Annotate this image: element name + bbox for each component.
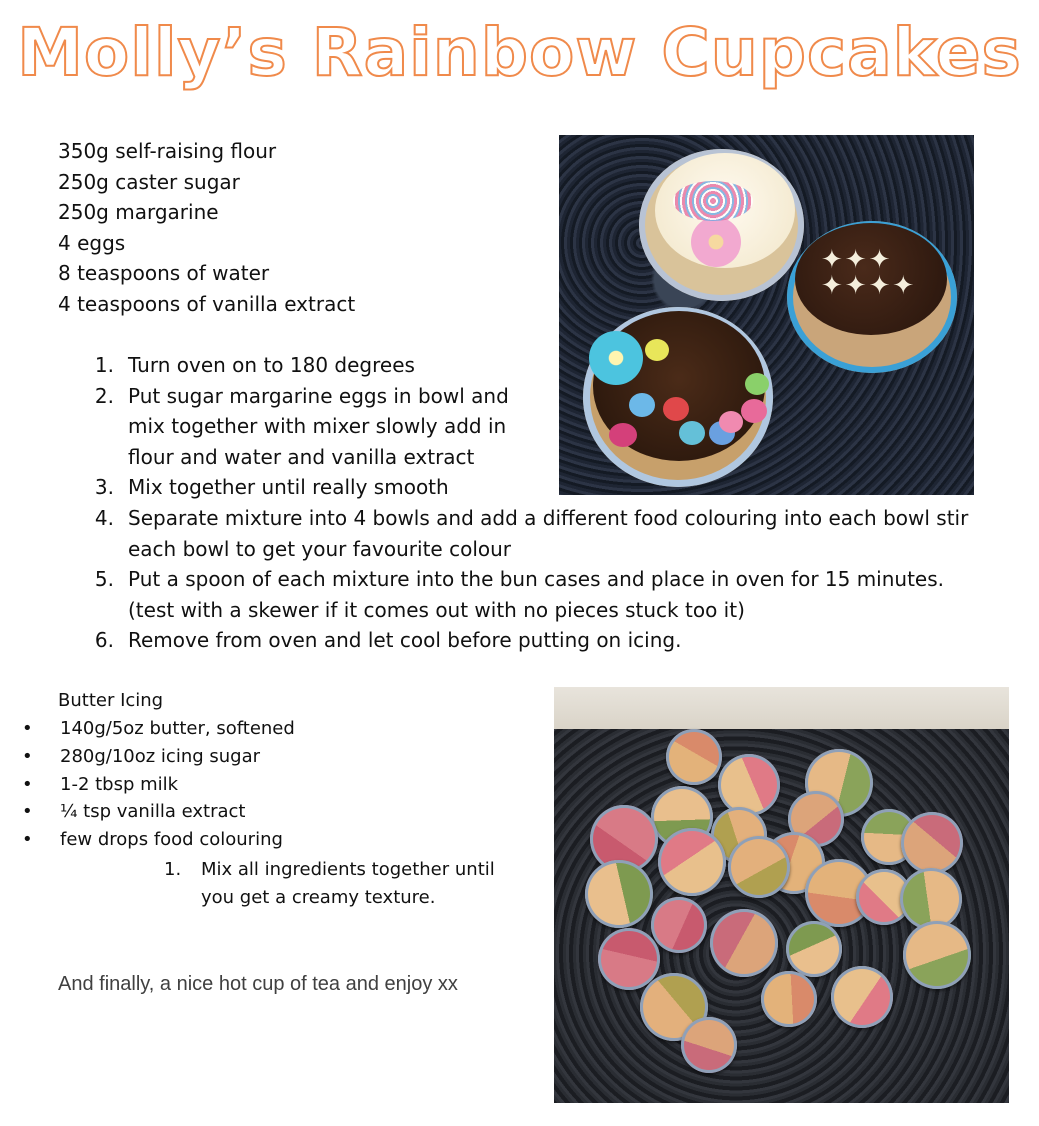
icing-ingredient-text: 280g/10oz icing sugar [60,745,261,767]
bullet-icon: • [22,718,33,739]
rainbow-cupcake [761,971,817,1027]
ingredient-item: 350g self-raising flour [58,139,277,163]
icing-ingredient [20,771,295,799]
method-step [58,564,978,625]
method-steps [58,350,978,656]
ingredient-item: 4 teaspoons of vanilla extract [58,291,356,316]
step-number: 2. [94,383,114,408]
step-text: Mix together until really smooth [128,475,449,500]
ingredient-item: 250g margarine [58,200,219,224]
step-text: Remove from oven and let cool before putting on icing. [128,628,682,653]
icing-ingredient [20,798,295,826]
icing-ingredient [20,826,295,854]
recipe-title: Molly’s Rainbow Cupcakes [17,14,1022,91]
ingredient-item: 8 teaspoons of water [58,261,270,285]
ingredient-list [58,136,355,319]
pink-flower-decoration [691,217,741,267]
rainbow-cupcake [658,828,726,896]
rainbow-cupcakes-photo [554,687,1009,1103]
bullet-icon: • [22,773,33,795]
rainbow-cupcake [901,812,963,874]
icing-ingredient-text: ¼ tsp vanilla extract [60,801,246,823]
ingredient-item: 250g caster sugar [58,169,240,194]
step-number: 1. [94,353,114,377]
rainbow-cupcake [718,754,780,816]
step-number: 6. [94,628,114,653]
icing-ingredient-text: few drops food colouring [60,829,283,851]
icing-ingredient [20,743,295,771]
ingredient-item: 4 eggs [58,230,126,255]
white-stars-decoration: ✦✦✦ ✦✦✦✦ [821,245,917,301]
icing-ingredient-text: 140g/5oz butter, softened [60,718,295,739]
rainbow-cupcake [681,1017,737,1073]
method-step [58,625,978,656]
step-number: 4. [94,505,114,530]
step-text: Put sugar margarine eggs in bowl and mix together with mixer slowly add in flour and water and vanilla extract [128,383,509,469]
step-text: Mix all ingredients together until you get a creamy texture. [201,859,495,908]
rainbow-cupcake [831,966,893,1028]
bullet-icon: • [22,829,33,851]
method-step [58,503,978,564]
icing-ingredient-text: 1-2 tbsp milk [60,773,179,795]
rainbow-cupcake [903,921,971,989]
method-step [58,350,978,381]
step-number: 5. [94,567,114,592]
rainbow-cupcake [728,836,790,898]
step-text: Turn oven on to 180 degrees [128,353,415,377]
sprinkles-decoration [673,181,753,221]
butter-icing-list [20,715,295,854]
rainbow-cupcake [710,909,778,977]
butter-icing-heading: Butter Icing [58,690,164,711]
bullet-icon: • [22,801,33,823]
method-step [58,381,978,473]
step-number: 1. [164,859,182,880]
step-number: 3. [94,475,114,500]
closing-note: And finally, a nice hot cup of tea and enjoy xx [58,973,458,995]
rainbow-cupcake [666,729,722,785]
icing-ingredient [20,715,295,743]
icing-method-step [164,856,524,912]
rainbow-cupcake [651,897,707,953]
step-text: Separate mixture into 4 bowls and add a different food colouring into each bowl stir each bowl to get your favourite colour [128,505,969,561]
rainbow-cupcake [585,860,653,928]
bullet-icon: • [22,745,33,767]
wall-background [554,687,1009,733]
method-step [58,472,978,503]
rainbow-cupcake [786,921,842,977]
step-text: Put a spoon of each mixture into the bun cases and place in oven for 15 minutes. (test with a skewer if it comes out with no pieces stuck too it) [128,567,945,622]
